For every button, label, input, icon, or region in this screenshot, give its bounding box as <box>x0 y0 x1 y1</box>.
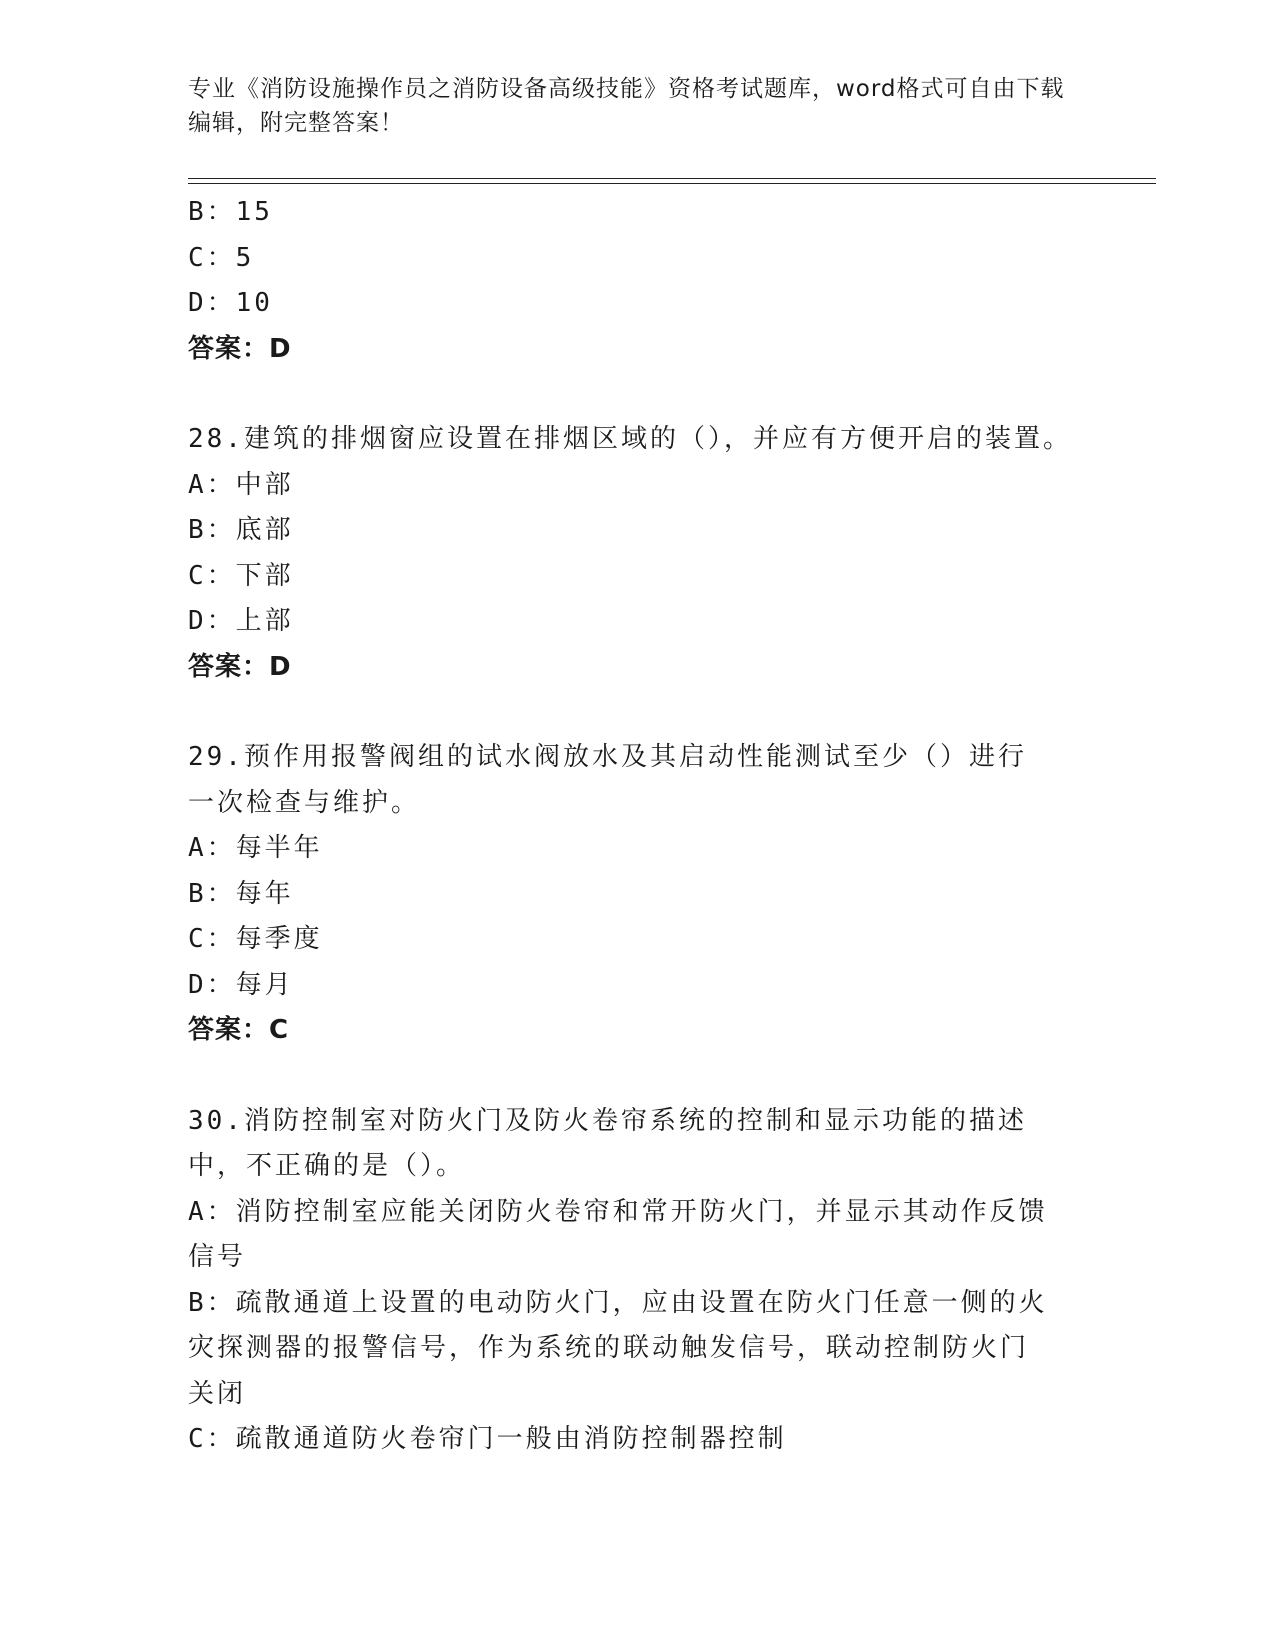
option-d: D：上部 <box>188 606 294 636</box>
question-stem: 28.建筑的排烟窗应设置在排烟区域的（），并应有方便开启的装置。 <box>188 424 1072 454</box>
option-c: C：每季度 <box>188 924 323 954</box>
question-content <box>188 190 1088 1463</box>
question-stem: 29.预作用报警阀组的试水阀放水及其启动性能测试至少（）进行一次检查与维护。 <box>188 742 1027 818</box>
option-b: B：疏散通道上设置的电动防火门，应由设置在防火门任意一侧的火灾探测器的报警信号，作为系统的联动触发信号，联动控制防火门关闭 <box>188 1287 1048 1409</box>
document-header: 专业《消防设施操作员之消防设备高级技能》资格考试题库，word格式可自由下载编辑，附完整答案！ <box>188 76 1065 136</box>
header-rule-top <box>188 178 1156 179</box>
answer: 答案：D <box>188 651 292 682</box>
option-a: A：中部 <box>188 469 294 500</box>
option-d: D：每月 <box>188 969 294 1000</box>
option-c: C：疏散通道防火卷帘门一般由消防控制器控制 <box>188 1424 787 1454</box>
header-rule-bottom <box>188 183 1156 184</box>
option-c: C：下部 <box>188 560 294 591</box>
option-b: B：15 <box>188 197 273 227</box>
option-b: B：底部 <box>188 515 294 545</box>
option-b: B：每年 <box>188 878 294 909</box>
option-d: D：10 <box>188 288 273 318</box>
question-stem: 30.消防控制室对防火门及防火卷帘系统的控制和显示功能的描述中，不正确的是（）。 <box>188 1105 1027 1181</box>
answer: 答案：D <box>188 333 292 364</box>
option-a: A：消防控制室应能关闭防火卷帘和常开防火门，并显示其动作反馈信号 <box>188 1196 1048 1272</box>
option-a: A：每半年 <box>188 833 323 863</box>
option-c: C：5 <box>188 242 255 273</box>
answer: 答案：C <box>188 1015 290 1045</box>
